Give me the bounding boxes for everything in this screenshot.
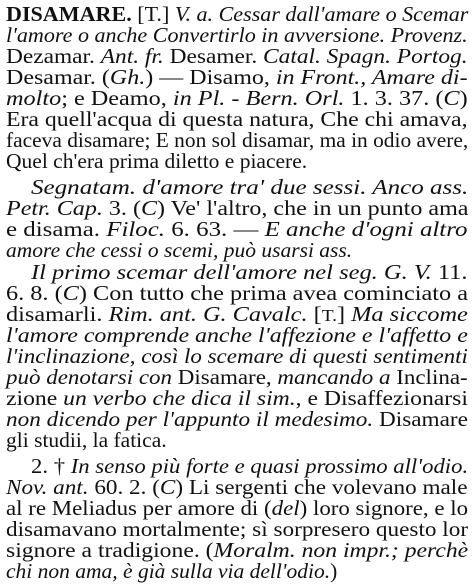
text-run: Quel ch'era prima diletto e piacere. [6,149,308,173]
text-run: [ [307,302,322,326]
text-run: l'inclinazione, così lo scemare di questi sentimenti [6,344,468,368]
text-run: - [225,86,246,110]
text-run: Catal. Spagn. Portog. [263,44,468,68]
text-run: C [159,475,176,499]
text-run: C [140,196,158,220]
text-run: ; e Deamo, [61,86,173,110]
text-run: DISAMARE. [6,2,132,26]
text-run: zione [6,386,64,410]
text-run: signore a tradigione. ( [6,538,214,562]
text-run: , e Disaffezionarsi [295,386,468,410]
text-run: ) loro signore, e lo [299,496,469,520]
text-line [6,427,167,453]
text-run: ) — Disamo, [145,65,276,89]
text-run: al re Meliadus per amore di ( [6,496,272,520]
text-line [6,558,337,584]
text-run: Disamare [373,407,468,431]
text-run: ) [459,86,468,110]
text-run: 3. ( [102,196,141,220]
text-run: ) [330,559,338,583]
text-run: e disama. [6,217,107,241]
text-run: chi non ama, è già sulla via dell'odio. [6,559,331,583]
text-run: l'amore o anche Convertirlo in avversione. Provenz. [6,23,468,47]
text-run: faceva disamare; E non sol disamar, ma in odio avere, [6,128,469,152]
text-run: Gh. [109,65,146,89]
text-run: 6. 8. ( [6,281,63,305]
text-run: in Front., Amare di- [275,65,468,89]
text-run: Desamar. ( [6,65,110,89]
text-run: Petr. Cap. [6,196,103,220]
text-run: In senso più forte e quasi prossimo all'odio. [70,454,469,478]
text-run: ] [336,302,352,326]
text-run: molto [6,86,62,110]
text-run: Nov. ant. [6,475,89,499]
text-run: disamavano mortalmente; sì sorpresero questo lor [6,517,469,541]
text-run: in Pl. [172,86,226,110]
text-run: 60. 2. ( [88,475,160,499]
text-run: Filoc. [106,217,166,241]
text-run: non dicendo per l'appunto il medesimo. [6,407,374,431]
text-run: ) Con tutto che prima avea cominciato a [78,281,469,305]
text-run: C [443,86,460,110]
text-run: 6. 63. — [165,217,265,241]
text-run: gli studii, la fatica. [6,428,167,452]
text-line [6,148,307,174]
text-run: 2. † [31,454,71,478]
text-run: [T.] [131,2,175,26]
text-run: ) Ve' l'altro, che in un punto ama [157,196,469,220]
text-run: del [271,496,300,520]
text-run: Segnatam. d'amore tra' due sessi. Anco ass. [31,175,469,199]
text-run: Desamer. [169,44,264,68]
text-run: Inclina- [396,365,468,389]
text-run: V. a. Cessar dall'amare o Scemar [174,2,469,26]
text-run: Era quell'acqua di questa natura, Che chi amava, [6,107,468,131]
text-run: Disamare, [177,365,278,389]
text-run: amore che cessi o scemi, può usarsi ass. [6,238,353,262]
text-run: E anche d'ogni altro [264,217,468,241]
text-run: l'amore comprende anche l'affezione e l'affetto e [6,323,468,347]
text-run: Ma siccome [351,302,468,326]
text-run: Dezamar. [6,44,101,68]
text-run: un verbo che dica il sim. [63,386,296,410]
text-run: può denotarsi con [6,365,178,389]
text-run: 1. 3. 37. ( [344,86,444,110]
text-run: mancando a [277,365,397,389]
text-run: T. [321,306,337,325]
text-run: Bern. Orl. [245,86,345,110]
text-run: 11. [431,260,468,284]
text-run: Moralm. non impr.; perchè [213,538,469,562]
text-run: Ant. fr. [100,44,170,68]
text-run: ) Li sergenti che volevano male [175,475,468,499]
text-run: C [62,281,79,305]
text-run: Rim. ant. G. Cavalc. [108,302,308,326]
text-run: Il primo scemar dell'amore nel seg. G. V. [31,260,432,284]
text-run: disamarli. [6,302,109,326]
